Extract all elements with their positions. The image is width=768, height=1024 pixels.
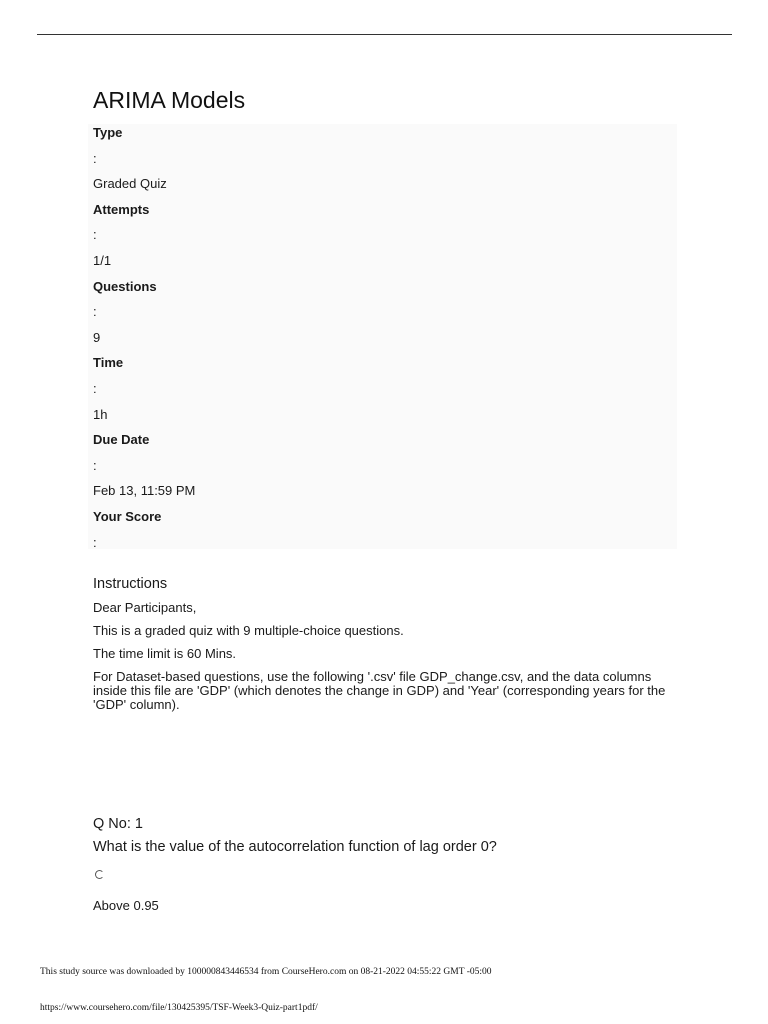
due-date-label: Due Date [93,432,150,448]
instructions-dataset-note: For Dataset-based questions, use the following '.csv' file GDP_change.csv, and the data columns inside this file are 'GDP' (which denotes the change in GDP) and 'Year' (corresponding years for the 'GDP' column). [93,669,666,712]
instructions-quiz-info: This is a graded quiz with 9 multiple-choice questions. [93,623,404,638]
time-value: 1h [93,406,108,422]
type-value: Graded Quiz [93,176,167,192]
type-separator: : [93,150,97,166]
score-separator: : [93,534,97,550]
instructions-heading: Instructions [93,576,168,592]
due-date-value: Feb 13, 11:59 PM [93,483,196,499]
attempts-separator: : [93,227,97,243]
instructions-section [93,575,683,721]
download-note: This study source was downloaded by 100000843446534 from CourseHero.com on 08-21-2022 04:55:22 GMT -05:00 [40,967,492,977]
instructions-time-limit: The time limit is 60 Mins. [93,646,237,661]
attempts-value: 1/1 [93,252,112,268]
question-number: Q No: 1 [93,816,143,832]
time-label: Time [93,355,124,371]
instructions-greeting: Dear Participants, [93,600,197,615]
attempts-label: Attempts [93,201,150,217]
questions-label: Questions [93,278,157,294]
page-title: ARIMA Models [93,87,246,113]
questions-value: 9 [93,329,101,345]
top-divider [37,34,732,35]
questions-separator: : [93,304,97,320]
type-label: Type [93,125,123,140]
due-date-separator: : [93,457,97,473]
source-url[interactable]: https://www.coursehero.com/file/130425395/TSF-Week3-Quiz-part1pdf/ [40,1003,318,1013]
option-1-radio[interactable] [95,870,104,879]
score-label: Your Score [93,508,162,524]
question-1 [93,815,683,913]
quiz-meta-list [93,124,673,559]
time-separator: : [93,380,97,396]
question-text: What is the value of the autocorrelation function of lag order 0? [93,839,497,855]
quiz-header [93,85,683,115]
option-1-label[interactable]: Above 0.95 [93,898,159,913]
